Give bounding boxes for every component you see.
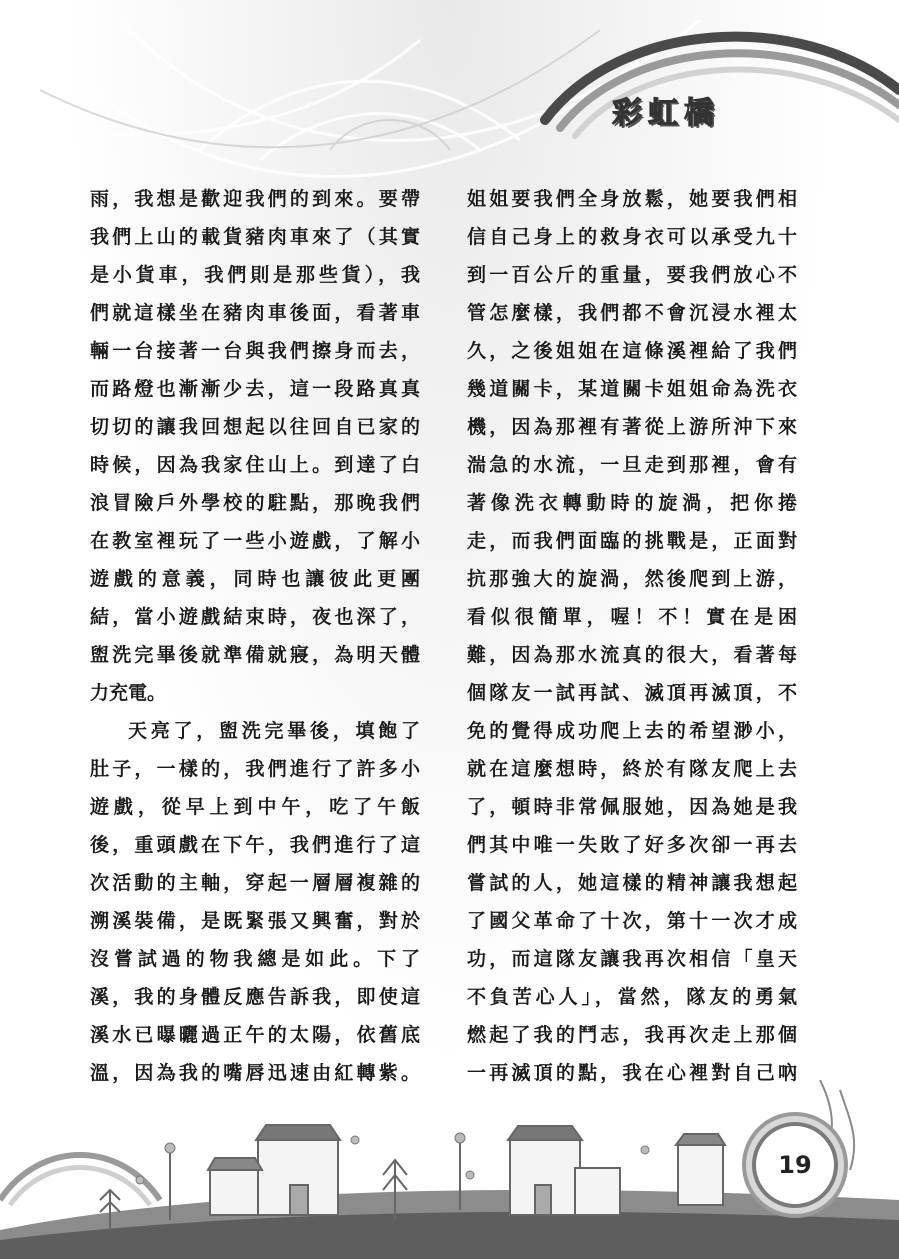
text-line: 雨，我想是歡迎我們的到來。要帶	[90, 188, 420, 210]
text-line: 不負苦心人」，當然，隊友的勇氣	[467, 986, 797, 1008]
text-line: 姐姐要我們全身放鬆，她要我們相	[467, 188, 797, 210]
text-line: 溪水已曝曬過正午的太陽，依舊底	[90, 1024, 420, 1046]
text-line: 天亮了，盥洗完畢後，填飽了	[128, 720, 420, 742]
text-line: 輛一台接著一台與我們擦身而去，	[90, 340, 420, 362]
text-line: 機，因為那裡有著從上游所沖下來	[467, 416, 797, 438]
text-line: 沒嘗試過的物我總是如此。下了	[90, 948, 420, 970]
text-line: 盥洗完畢後就準備就寢，為明天體	[90, 644, 420, 666]
text-line: 走，而我們面臨的挑戰是，正面對	[467, 530, 797, 552]
section-title: 彩虹橋	[612, 96, 720, 131]
text-line: 浪冒險戶外學校的駐點，那晚我們	[90, 492, 420, 514]
house-left	[208, 1125, 340, 1215]
text-line: 溪，我的身體反應告訴我，即使這	[90, 986, 420, 1008]
text-line: 功，而這隊友讓我再次相信「皇天	[467, 948, 797, 970]
text-line: 嘗試的人，她這樣的精神讓我想起	[467, 872, 797, 894]
text-line: 就在這麼想時，終於有隊友爬上去	[467, 758, 797, 780]
text-line: 信自己身上的救身衣可以承受九十	[467, 226, 797, 248]
text-line: 到一百公斤的重量，要我們放心不	[467, 264, 797, 286]
text-line: 了國父革命了十次，第十一次才成	[467, 910, 797, 932]
text-line: 遊戲，從早上到中午，吃了午飯	[90, 796, 420, 818]
text-line: 肚子，一樣的，我們進行了許多小	[90, 758, 420, 780]
text-line: 了，頓時非常佩服她，因為她是我	[467, 796, 797, 818]
text-line: 湍急的水流，一旦走到那裡，會有	[467, 454, 797, 476]
text-line: 幾道關卡，某道關卡姐姐命為洗衣	[467, 378, 797, 400]
text-line: 燃起了我的鬥志，我再次走上那個	[467, 1024, 797, 1046]
text-line: 後，重頭戲在下午，我們進行了這	[90, 834, 420, 856]
left-text-column	[90, 180, 420, 1092]
text-line: 力充電。	[90, 682, 167, 704]
text-line: 我們上山的載貨豬肉車來了（其實	[90, 226, 420, 248]
text-line: 看似很簡單，喔！不！實在是困	[467, 606, 797, 628]
text-line: 久，之後姐姐在這條溪裡給了我們	[467, 340, 797, 362]
text-line: 們就這樣坐在豬肉車後面，看著車	[90, 302, 420, 324]
text-line: 切切的讓我回想起以往回自已家的	[90, 416, 420, 438]
text-line: 結，當小遊戲結束時，夜也深了，	[90, 606, 420, 628]
text-line: 個隊友一試再試、滅頂再滅頂，不	[467, 682, 797, 704]
house-right	[508, 1126, 725, 1215]
text-line: 難，因為那水流真的很大，看著每	[467, 644, 797, 666]
text-line: 一再滅頂的點，我在心裡對自己吶	[467, 1062, 797, 1084]
text-line: 溯溪裝備，是既緊張又興奮，對於	[90, 910, 420, 932]
text-line: 溫，因為我的嘴唇迅速由紅轉紫。	[90, 1062, 420, 1084]
text-line: 遊戲的意義，同時也讓彼此更團	[90, 568, 420, 590]
text-line: 是小貨車，我們則是那些貨），我	[90, 264, 420, 286]
page-number: 19	[778, 1151, 812, 1179]
text-line: 免的覺得成功爬上去的希望渺小，	[467, 720, 797, 742]
page-number-badge	[752, 1122, 838, 1208]
text-line: 管怎麼樣，我們都不會沉浸水裡太	[467, 302, 797, 324]
text-line: 們其中唯一失敗了好多次卻一再去	[467, 834, 797, 856]
text-line: 著像洗衣轉動時的旋渦，把你捲	[467, 492, 797, 514]
text-line: 在教室裡玩了一些小遊戲，了解小	[90, 530, 420, 552]
text-line: 抗那強大的旋渦，然後爬到上游，	[467, 568, 797, 590]
right-text-column	[467, 180, 797, 1092]
text-line: 時候，因為我家住山上。到達了白	[90, 454, 420, 476]
text-line: 次活動的主軸，穿起一層層複雜的	[90, 872, 420, 894]
text-line: 而路燈也漸漸少去，這一段路真真	[90, 378, 420, 400]
